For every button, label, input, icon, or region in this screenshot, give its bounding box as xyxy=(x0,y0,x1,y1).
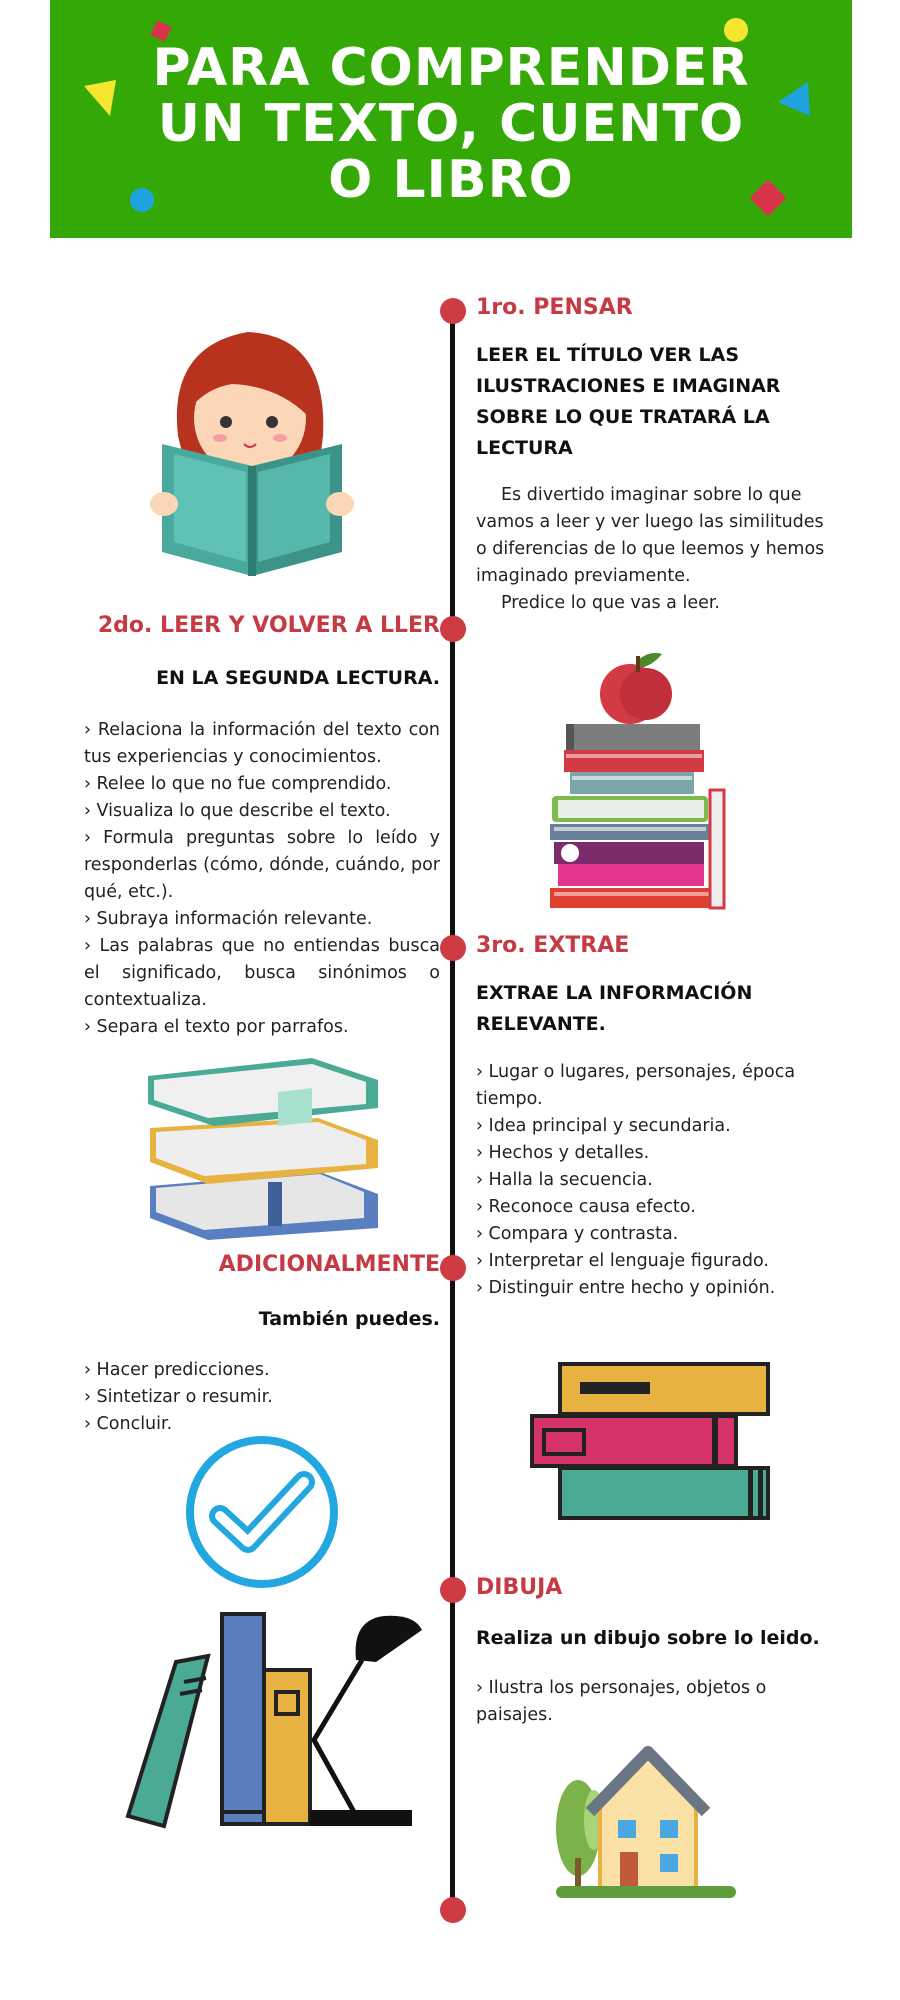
step-title-adicionalmente: ADICIONALMENTE xyxy=(218,1252,440,1277)
books-lamp-icon xyxy=(124,1600,424,1832)
list-item: › Concluir. xyxy=(84,1414,173,1434)
step-title-leer: 2do. LEER Y VOLVER A LLER xyxy=(97,613,440,638)
list-item: › Las palabras que no entiendas busca el significado, busca sinónimos o contextualiza. xyxy=(84,936,440,1010)
step-title-extrae: 3ro. EXTRAE xyxy=(476,933,630,958)
timeline-dot xyxy=(440,1897,466,1923)
header-banner xyxy=(50,0,852,238)
timeline-dot xyxy=(440,1255,466,1281)
book-stack-apple-icon xyxy=(540,650,740,912)
step-subtitle: Realiza un dibujo sobre lo leido. xyxy=(476,1627,820,1649)
list-item: › Relaciona la información del texto con tus experiencias y conocimientos. xyxy=(84,720,440,767)
house-icon xyxy=(554,1728,742,1900)
list-item: › Subraya información relevante. xyxy=(84,909,373,929)
list-item: › Visualiza lo que describe el texto. xyxy=(84,801,391,821)
book-shelf-icon xyxy=(528,1360,780,1522)
step-title-dibuja: DIBUJA xyxy=(476,1575,563,1600)
list-item: › Idea principal y secundaria. xyxy=(476,1116,731,1136)
list-item: › Ilustra los personajes, objetos o paisajes. xyxy=(476,1678,767,1725)
list-item: › Formula preguntas sobre lo leído y responderlas (cómo, dónde, cuándo, por qué, etc.). xyxy=(84,828,440,902)
timeline-dot xyxy=(440,1577,466,1603)
step-body xyxy=(476,1059,836,1302)
step-subtitle: EXTRAE LA INFORMACIÓN RELEVANTE. xyxy=(476,982,753,1035)
step-body: Es divertido imaginar sobre lo que vamos a leer y ver luego las similitudes o diferencias de lo que leemos y hemos imaginado previamente. Predice lo que vas a leer. xyxy=(476,485,825,613)
timeline-dot xyxy=(440,298,466,324)
list-item: › Halla la secuencia. xyxy=(476,1170,653,1190)
list-item: › Lugar o lugares, personajes, época tiempo. xyxy=(476,1062,796,1109)
timeline-dot xyxy=(440,935,466,961)
list-item: › Reconoce causa efecto. xyxy=(476,1197,696,1217)
page-title: PARA COMPRENDER UN TEXTO, CUENTO O LIBRO xyxy=(152,38,750,210)
list-item: › Separa el texto por parrafos. xyxy=(84,1017,349,1037)
stacked-books-icon xyxy=(142,1052,382,1242)
list-item: › Hacer predicciones. xyxy=(84,1360,270,1380)
girl-reading-icon xyxy=(148,326,358,580)
list-item: › Hechos y detalles. xyxy=(476,1143,650,1163)
step-subtitle: EN LA SEGUNDA LECTURA. xyxy=(156,667,440,689)
list-item: › Relee lo que no fue comprendido. xyxy=(84,774,392,794)
step-body xyxy=(476,1675,836,1729)
step-body xyxy=(84,717,440,1041)
step-subtitle: También puedes. xyxy=(258,1308,440,1330)
timeline-dot xyxy=(440,616,466,642)
list-item: › Distinguir entre hecho y opinión. xyxy=(476,1278,776,1298)
step-title-pensar: 1ro. PENSAR xyxy=(476,295,633,320)
checkmark-circle-icon xyxy=(182,1432,342,1592)
list-item: › Compara y contrasta. xyxy=(476,1224,679,1244)
step-body xyxy=(84,1357,440,1438)
step-subtitle: LEER EL TÍTULO VER LAS ILUSTRACIONES E IMAGINAR SOBRE LO QUE TRATARÁ LA LECTURA xyxy=(476,344,781,459)
timeline-line xyxy=(450,308,455,1908)
list-item: › Sintetizar o resumir. xyxy=(84,1387,273,1407)
list-item: › Interpretar el lenguaje figurado. xyxy=(476,1251,769,1271)
